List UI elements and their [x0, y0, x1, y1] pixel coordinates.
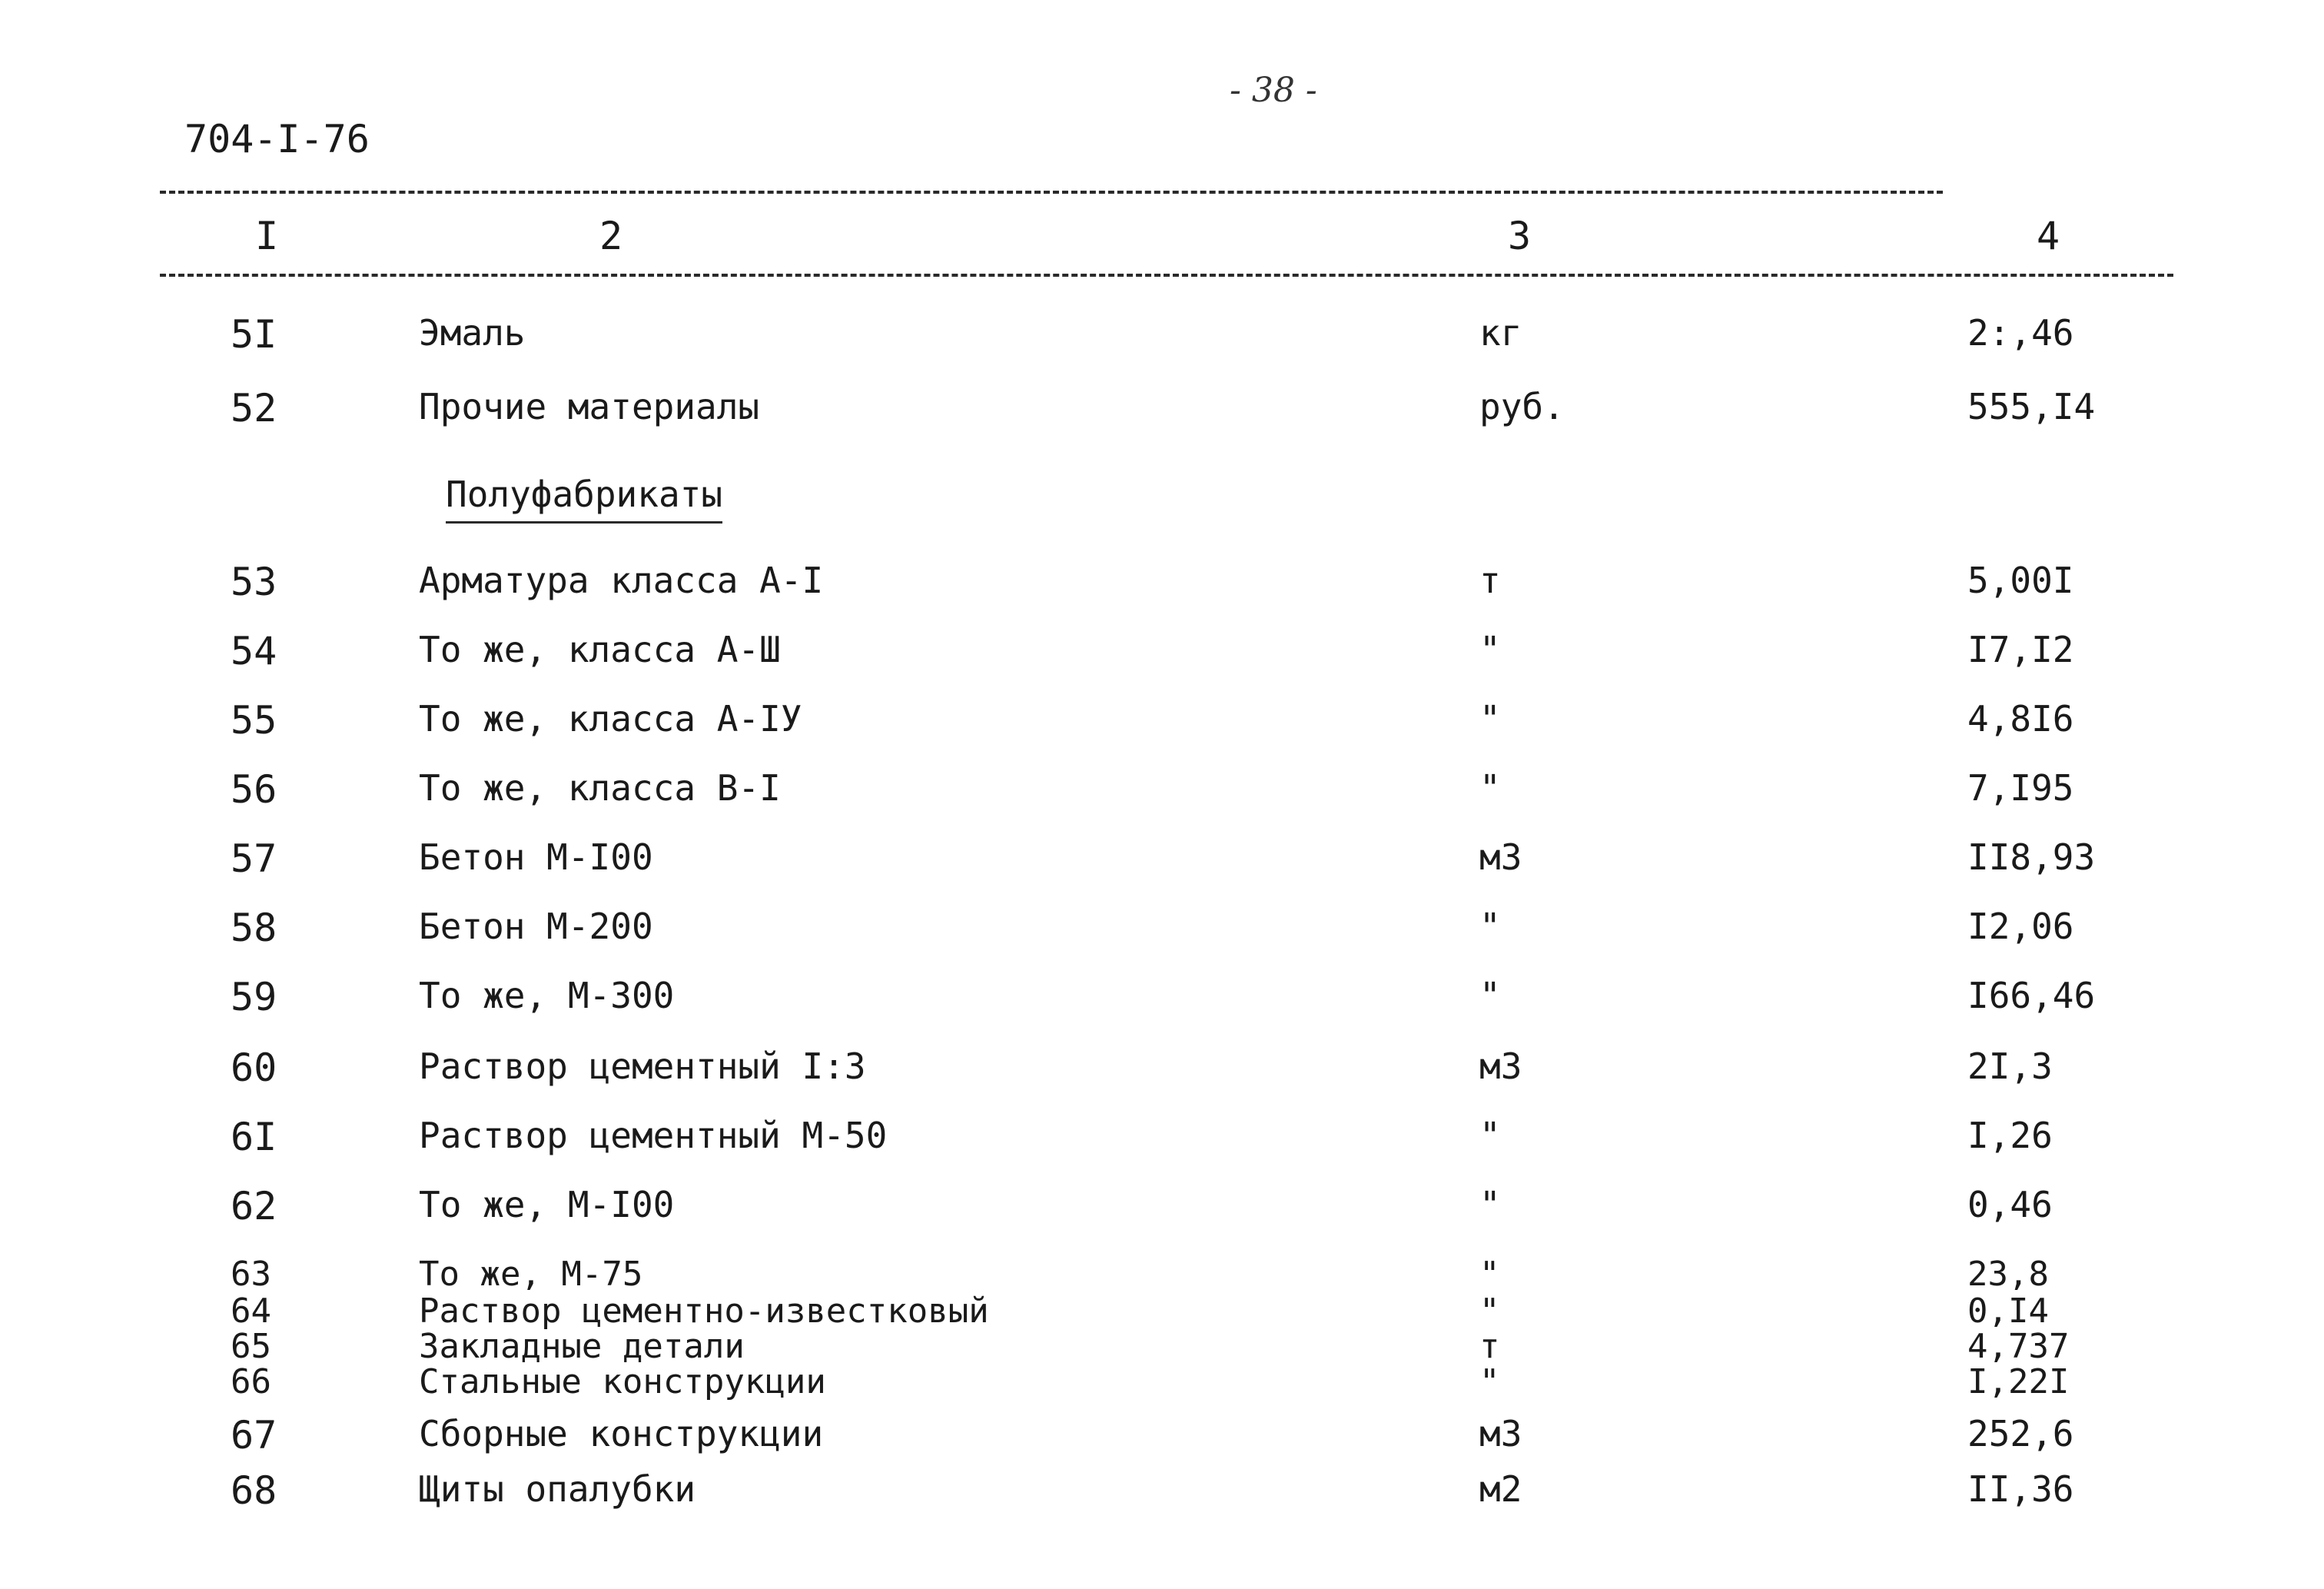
row-number: 52: [231, 386, 277, 430]
column-header-2: 2: [599, 214, 623, 258]
row-name: Бетон М-200: [419, 906, 653, 947]
row-number: 54: [231, 629, 277, 673]
row-number: 57: [231, 836, 277, 881]
row-unit: ": [1479, 1291, 1500, 1331]
table-row: [0, 906, 2324, 952]
row-quantity: 0,I4: [1967, 1291, 2049, 1331]
table-row: [0, 629, 2324, 675]
row-quantity: 2:,46: [1967, 312, 2074, 354]
row-number: 65: [231, 1327, 271, 1366]
row-name: То же, класса А-IУ: [419, 698, 802, 740]
row-name: Щиты опалубки: [419, 1468, 696, 1510]
row-name: То же, класса В-I: [419, 767, 781, 809]
row-number: 53: [231, 560, 277, 604]
section-title: Полуфабрикаты: [446, 474, 722, 524]
row-name: То же, класса А-Ш: [419, 629, 781, 670]
row-name: Сборные конструкции: [419, 1413, 824, 1454]
table-row: [0, 1468, 2324, 1514]
row-quantity: 2I,3: [1967, 1045, 2053, 1087]
row-name: Арматура класса А-I: [419, 560, 824, 601]
row-unit: ": [1479, 629, 1501, 670]
row-quantity: 252,6: [1967, 1413, 2074, 1454]
row-number: 60: [231, 1045, 277, 1090]
row-quantity: 5,00I: [1967, 560, 2074, 601]
table-row: [0, 767, 2324, 813]
row-name: Раствор цементный I:3: [419, 1045, 866, 1087]
row-name: То же, М-75: [419, 1255, 643, 1294]
row-quantity: I,26: [1967, 1115, 2053, 1156]
row-name: Раствор цементно-известковый: [419, 1291, 989, 1331]
row-quantity: II,36: [1967, 1468, 2074, 1510]
row-name: Прочие материалы: [419, 386, 760, 427]
table-row: [0, 1362, 2324, 1408]
column-header-4: 4: [2037, 214, 2060, 258]
row-unit: ": [1479, 1184, 1501, 1225]
header-bottom-rule: [160, 274, 2173, 277]
row-unit: руб.: [1479, 386, 1565, 427]
row-number: 59: [231, 975, 277, 1019]
row-quantity: 4,737: [1967, 1327, 2070, 1366]
row-quantity: 7,I95: [1967, 767, 2074, 809]
row-quantity: I2,06: [1967, 906, 2074, 947]
row-number: 58: [231, 906, 277, 950]
row-unit: т: [1479, 1327, 1500, 1366]
row-number: 56: [231, 767, 277, 812]
table-row: [0, 386, 2324, 432]
row-unit: ": [1479, 767, 1501, 809]
row-quantity: I7,I2: [1967, 629, 2074, 670]
row-quantity: 0,46: [1967, 1184, 2053, 1225]
row-number: 68: [231, 1468, 277, 1513]
row-quantity: I,22I: [1967, 1362, 2070, 1401]
row-unit: т: [1479, 560, 1501, 601]
row-quantity: 555,I4: [1967, 386, 2096, 427]
table-row: [0, 1184, 2324, 1230]
row-name: Раствор цементный М-50: [419, 1115, 888, 1156]
row-number: 62: [231, 1184, 277, 1228]
row-name: То же, М-I00: [419, 1184, 675, 1225]
table-row: [0, 1413, 2324, 1459]
row-quantity: 23,8: [1967, 1255, 2049, 1294]
row-unit: ": [1479, 698, 1501, 740]
table-row: [0, 560, 2324, 606]
row-unit: м3: [1479, 836, 1522, 878]
row-name: Бетон М-I00: [419, 836, 653, 878]
row-unit: ": [1479, 1255, 1500, 1294]
table-row: [0, 836, 2324, 883]
row-quantity: I66,46: [1967, 975, 2096, 1016]
document-code: 704-I-76: [184, 117, 370, 161]
row-name: То же, М-300: [419, 975, 675, 1016]
row-number: 6I: [231, 1115, 277, 1159]
row-unit: ": [1479, 1115, 1501, 1156]
row-quantity: 4,8I6: [1967, 698, 2074, 740]
row-number: 5I: [231, 312, 277, 357]
column-header-3: 3: [1508, 214, 1532, 258]
row-number: 67: [231, 1413, 277, 1458]
table-row: [0, 1115, 2324, 1161]
header-top-rule: [160, 191, 1943, 194]
row-unit: м3: [1479, 1045, 1522, 1087]
row-number: 55: [231, 698, 277, 743]
column-header-1: I: [255, 214, 279, 258]
table-row: [0, 312, 2324, 358]
row-unit: ": [1479, 906, 1501, 947]
page-number: - 38 -: [1230, 71, 1317, 110]
row-number: 63: [231, 1255, 271, 1294]
table-row: [0, 698, 2324, 744]
row-number: 66: [231, 1362, 271, 1401]
row-unit: ": [1479, 975, 1501, 1016]
row-name: Стальные конструкции: [419, 1362, 826, 1401]
row-quantity: II8,93: [1967, 836, 2096, 878]
row-unit: м3: [1479, 1413, 1522, 1454]
row-number: 64: [231, 1291, 271, 1331]
row-unit: кг: [1479, 312, 1522, 354]
table-row: [0, 1045, 2324, 1092]
row-name: Эмаль: [419, 312, 526, 354]
row-unit: м2: [1479, 1468, 1522, 1510]
row-name: Закладные детали: [419, 1327, 745, 1366]
table-row: [0, 975, 2324, 1021]
row-unit: ": [1479, 1362, 1500, 1401]
